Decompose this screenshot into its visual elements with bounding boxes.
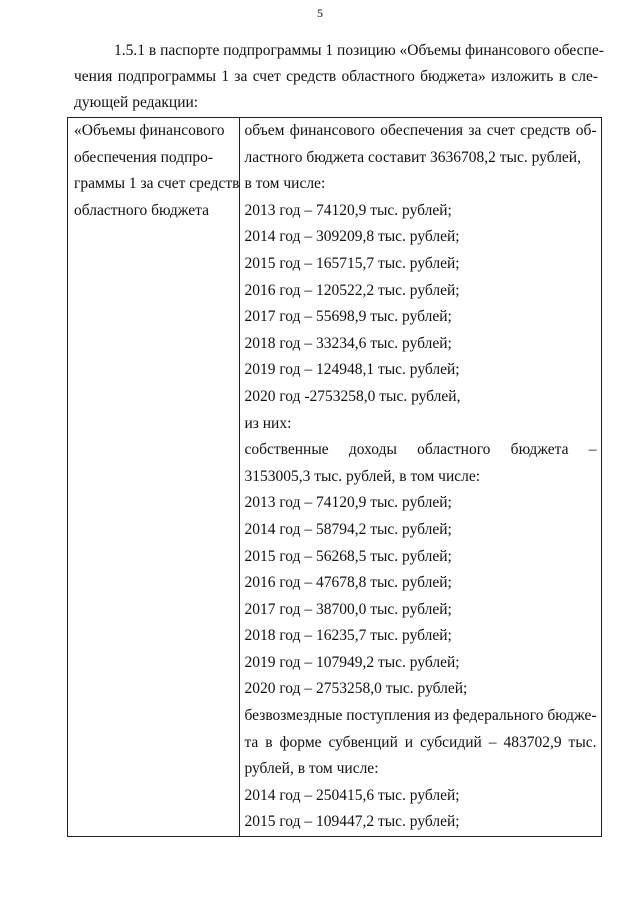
position-value-cell [240, 118, 601, 837]
value-line: 2017 год – 38700,0 тыс. рублей; [244, 600, 452, 618]
intro-paragraph [74, 38, 604, 116]
value-line: 2013 год – 74120,9 тыс. рублей; [244, 201, 452, 219]
value-line: 2014 год – 309209,8 тыс. рублей; [244, 228, 460, 246]
value-line: 2016 год – 47678,8 тыс. рублей; [244, 574, 452, 592]
value-line: рублей, в том числе: [244, 760, 379, 778]
value-line: 2015 год – 165715,7 тыс. рублей; [244, 254, 460, 272]
value-line: 2013 год – 74120,9 тыс. рублей; [244, 494, 452, 512]
value-line: 2017 год – 55698,9 тыс. рублей; [244, 308, 452, 326]
position-name-line: областного бюджета [74, 201, 209, 219]
position-name-cell [68, 118, 240, 837]
value-line: объем финансового обеспечения за счет средств об- [244, 122, 597, 139]
page-number: 5 [317, 6, 323, 20]
value-line: та в форме субвенций и субсидий – 483702,9 тыс. [244, 733, 597, 751]
position-name-line: «Объемы финансового [74, 122, 225, 139]
value-line: из них: [244, 414, 292, 432]
intro-line: чения подпрограммы 1 за счет средств областного бюджета» изложить в сле- [74, 68, 598, 85]
value-line: 2016 год – 120522,2 тыс. рублей; [244, 281, 460, 299]
table-row [68, 118, 602, 837]
intro-line: дующей редакции: [74, 94, 199, 111]
value-line: 2018 год – 16235,7 тыс. рублей; [244, 627, 452, 645]
value-line: 2014 год – 58794,2 тыс. рублей; [244, 520, 452, 538]
value-line: 2019 год – 124948,1 тыс. рублей; [244, 361, 460, 379]
value-line: 2015 год – 56268,5 тыс. рублей; [244, 547, 452, 565]
passport-table [67, 117, 602, 837]
value-line: безвозмездные поступления из федерального бюдже- [244, 707, 597, 725]
value-line: 3153005,3 тыс. рублей, в том числе: [244, 467, 481, 485]
value-line: 2018 год – 33234,6 тыс. рублей; [244, 334, 452, 352]
value-line: 2020 год – 2753258,0 тыс. рублей; [244, 680, 468, 698]
value-line: 2019 год – 107949,2 тыс. рублей; [244, 653, 460, 671]
intro-line: 1.5.1 в паспорте подпрограммы 1 позицию «Объемы финансового обеспе- [114, 42, 604, 59]
value-line: собственные доходы областного бюджета – [244, 441, 597, 459]
value-line: 2015 год – 109447,2 тыс. рублей; [244, 813, 460, 831]
value-line: 2014 год – 250415,6 тыс. рублей; [244, 786, 460, 804]
value-line: ластного бюджета составит 3636708,2 тыс. рублей, [244, 148, 581, 166]
value-line: 2020 год -2753258,0 тыс. рублей, [244, 387, 461, 405]
position-name-line: граммы 1 за счет средств [74, 175, 240, 193]
position-name-line: обеспечения подпро- [74, 148, 214, 166]
value-line: в том числе: [244, 175, 326, 193]
